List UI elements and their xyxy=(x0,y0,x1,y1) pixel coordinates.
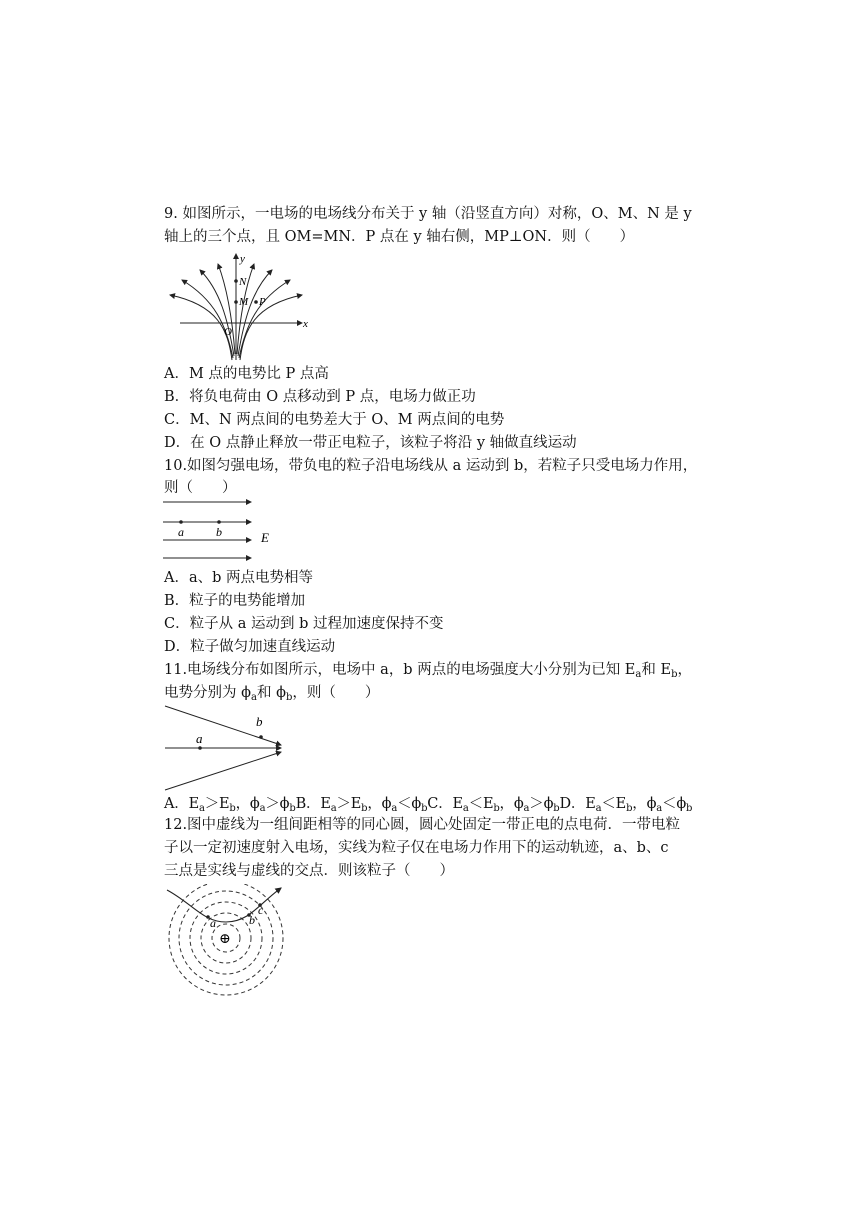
q10-stem-line2: 则（ ） xyxy=(164,480,237,496)
q10-uniform-field-figure xyxy=(163,496,283,566)
q9-option-c: C．M、N 两点间的电势差大于 O、M 两点间的电势 xyxy=(164,412,505,428)
positive-charge-icon: ⊕ xyxy=(219,932,231,947)
field-E-label: E xyxy=(261,530,269,545)
point-M-label: M xyxy=(239,296,249,308)
point-O-label: O xyxy=(224,326,232,338)
point-a-label: a xyxy=(196,731,203,746)
point-P-label: P xyxy=(259,296,266,308)
q11-converging-field-figure xyxy=(163,704,288,792)
q9-stem-line2: 轴上的三个点，且 OM=MN．P 点在 y 轴右侧，MP⊥ON．则（ ） xyxy=(164,229,635,245)
q10-option-a: A．a、b 两点电势相等 xyxy=(164,570,314,586)
point-b-label: b xyxy=(249,913,255,927)
point-b-label: b xyxy=(216,525,222,539)
q10-option-c: C．粒子从 a 运动到 b 过程加速度保持不变 xyxy=(164,616,444,632)
q10-stem-line1: 10.如图匀强电场，带负电的粒子沿电场线从 a 运动到 b，若粒子只受电场力作用， xyxy=(164,458,698,474)
y-axis-label: y xyxy=(240,253,245,265)
q12-stem-line2: 子以一定初速度射入电场，实线为粒子仅在电场力作用下的运动轨迹，a、b、c xyxy=(164,840,669,856)
x-axis-label: x xyxy=(303,318,308,330)
q11-stem-line1: 11.电场线分布如图所示，电场中 a，b 两点的电场强度大小分别为已知 $E_a$和 $E_b$， xyxy=(164,662,692,680)
q9-field-line-figure xyxy=(160,250,310,362)
q10-option-b: B．粒子的电势能增加 xyxy=(164,593,306,609)
q12-stem-line3: 三点是实线与虚线的交点．则该粒子（ ） xyxy=(164,863,454,879)
q11-options: A．$E_a>E_b$，$\phi_a>\phi_bB$．$E_a>E_b$，$\phi_a<\phi_bC$．$E_a<E_b$，$\phi_a>\phi_bD$．$E_a<E_b$，$\phi_a<\phi_b$ xyxy=(164,796,693,814)
q9-option-a: A．M 点的电势比 P 点高 xyxy=(164,366,329,382)
point-c-label: c xyxy=(258,903,264,917)
q9-option-b: B．将负电荷由 O 点移动到 P 点，电场力做正功 xyxy=(164,389,476,405)
point-a-label: a xyxy=(178,525,184,539)
q9-option-d: D．在 O 点静止释放一带正电粒子，该粒子将沿 y 轴做直线运动 xyxy=(164,435,577,451)
point-N-label: N xyxy=(239,276,247,288)
q12-stem-line1: 12.图中虚线为一组间距相等的同心圆，圆心处固定一带正电的点电荷．一带电粒 xyxy=(164,817,681,833)
q9-stem-line1: 9. 如图所示，一电场的电场线分布关于 y 轴（沿竖直方向）对称，O、M、N 是 y xyxy=(164,206,692,222)
q11-stem-line2: 电势分别为 $\phi_a$和 $\phi_b$，则（ ） xyxy=(164,685,380,703)
q10-option-d: D．粒子做匀加速直线运动 xyxy=(164,639,336,655)
q12-concentric-circles-figure xyxy=(163,884,288,999)
point-b-label: b xyxy=(256,714,263,729)
point-a-label: a xyxy=(210,916,216,930)
